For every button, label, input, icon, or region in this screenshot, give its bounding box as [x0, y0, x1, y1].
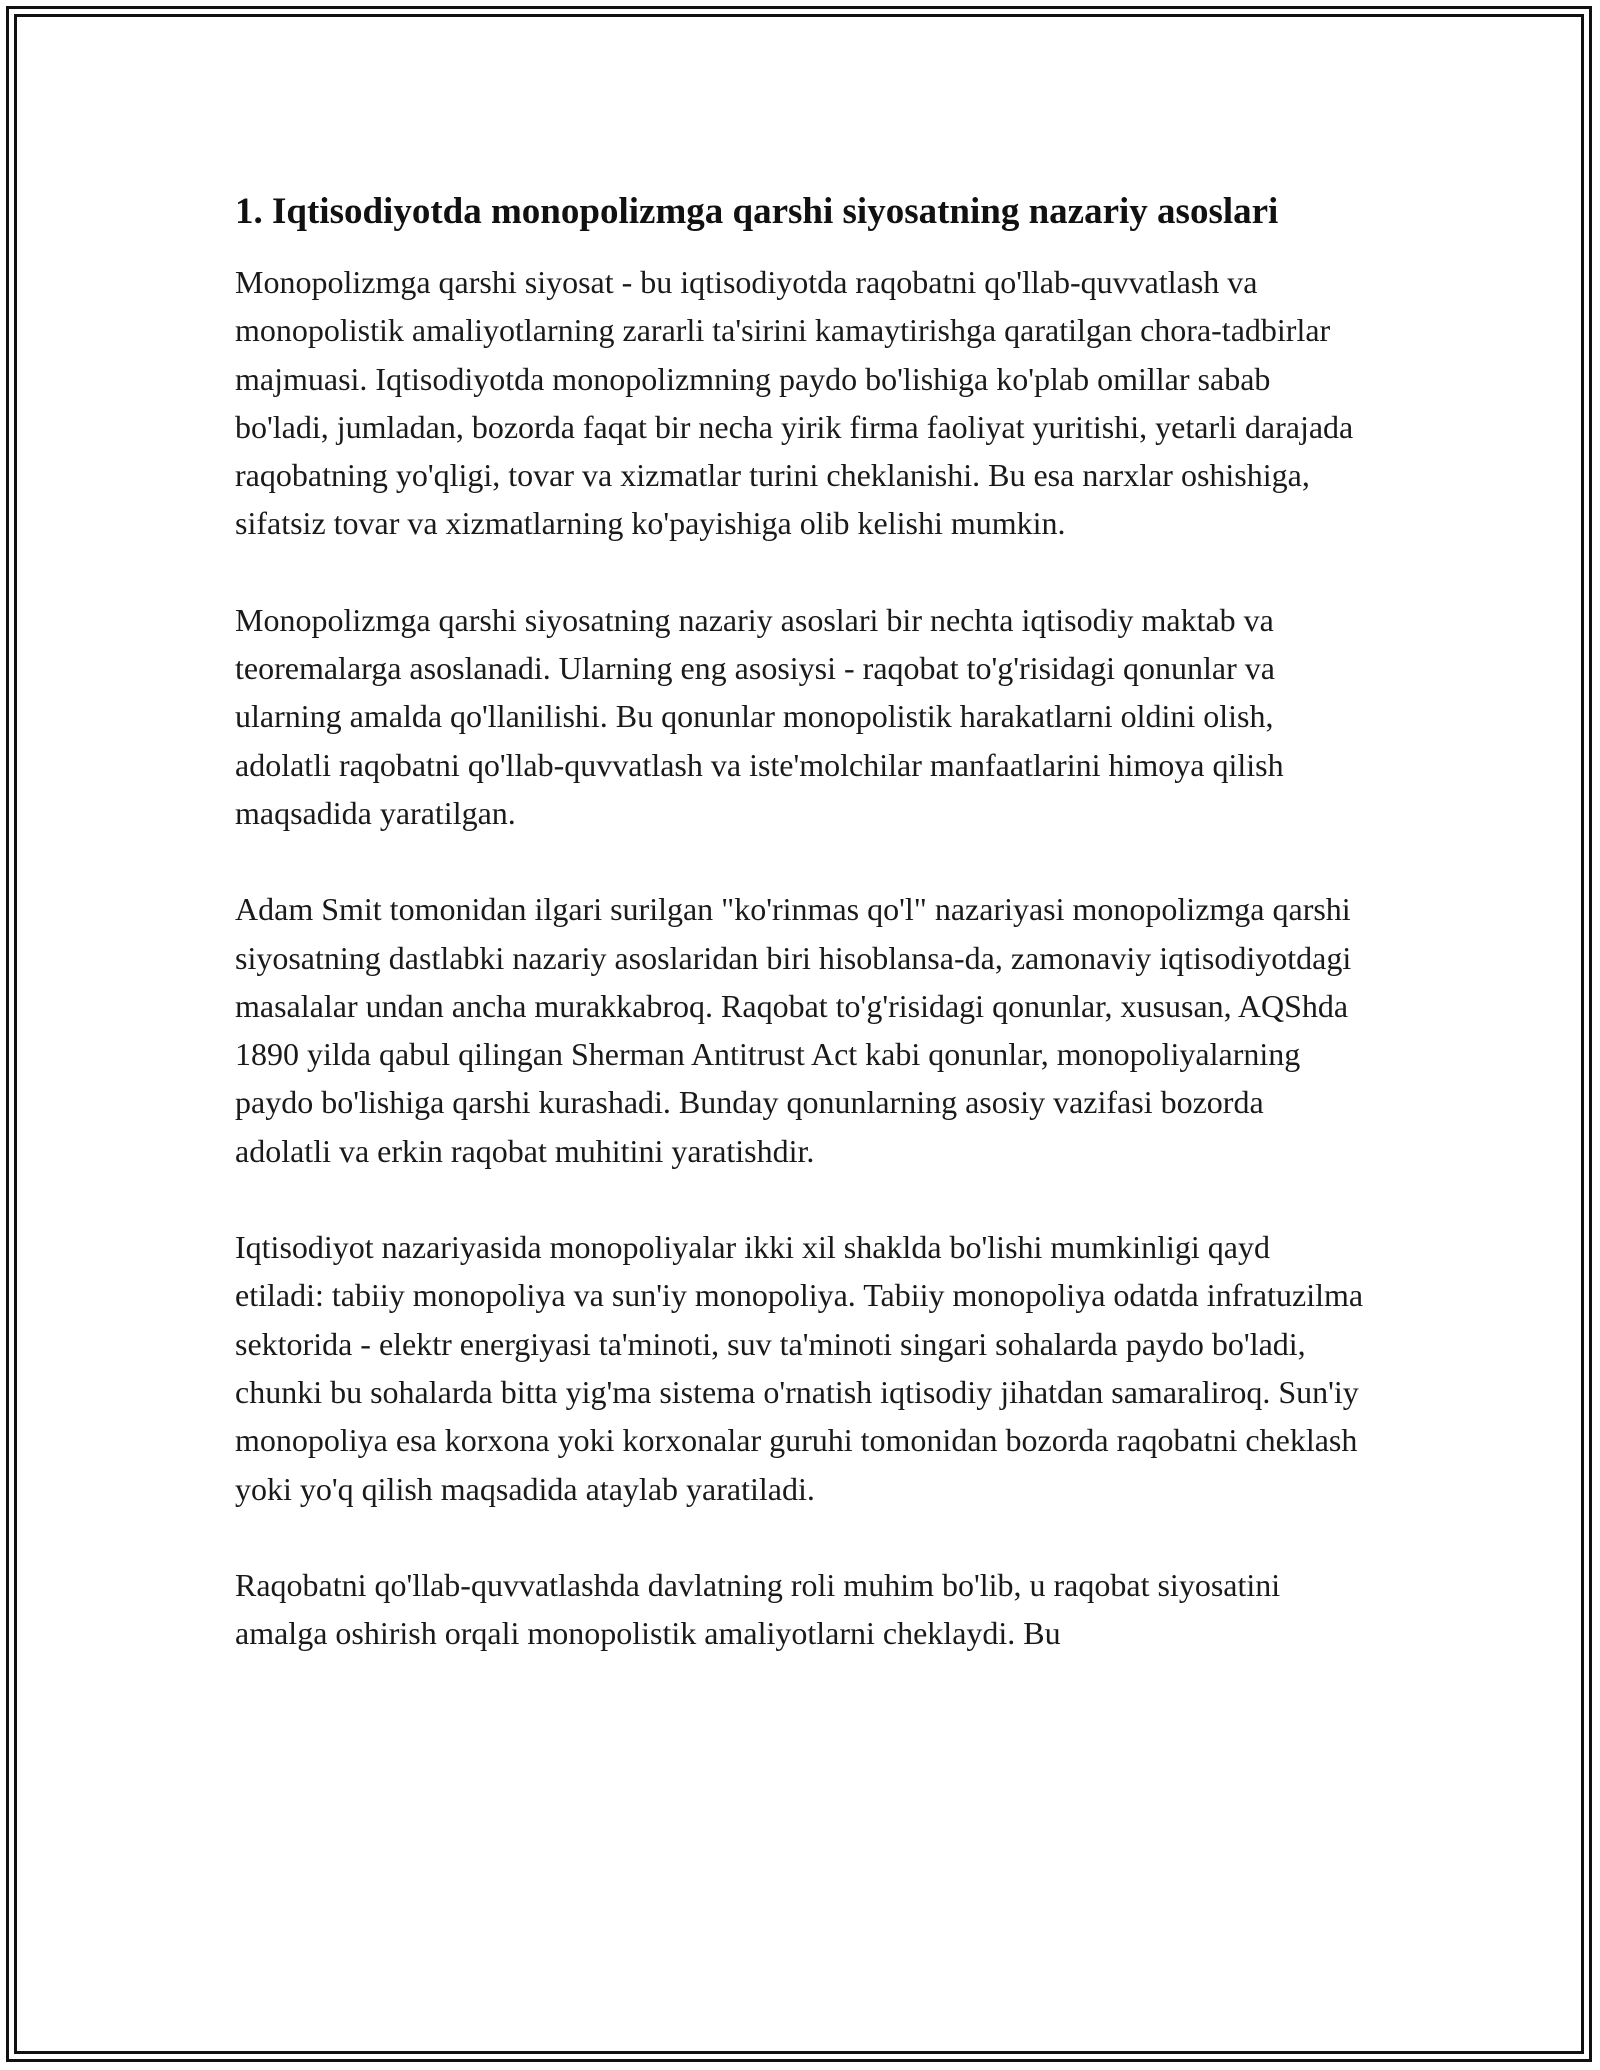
section-heading: 1. Iqtisodiyotda monopolizmga qarshi siyosatning nazariy asoslari	[235, 191, 1279, 232]
paragraph-1: Monopolizmga qarshi siyosat - bu iqtisodiyotda raqobatni qo'llab-quvvatlash va monopolistik amaliyotlarning zararli ta'sirini kamaytirishga qaratilgan chora-tadbirlar majmuasi. Iqtisodiyotda monopolizmning paydo bo'lishiga ko'plab omillar sabab bo'ladi, jumladan, bozorda faqat bir necha yirik firma faoliyat yuritishi, yetarli darajada raqobatning yo'qligi, tovar va xizmatlar turini cheklanishi. Bu esa narxlar oshishiga, sifatsiz tovar va xizmatlarning ko'payishiga olib kelishi mumkin.	[235, 264, 1354, 542]
paragraph-2: Monopolizmga qarshi siyosatning nazariy asoslari bir nechta iqtisodiy maktab va teoremalarga asoslanadi. Ularning eng asosiysi - raqobat to'g'risidagi qonunlar va ularning amalda qo'llanilishi. Bu qonunlar monopolistik harakatlarni oldini olish, adolatli raqobatni qo'llab-quvvatlash va iste'molchilar manfaatlarini himoya qilish maqsadida yaratilgan.	[235, 601, 1284, 831]
paragraph-3: Adam Smit tomonidan ilgari surilgan "ko'rinmas qo'l" nazariyasi monopolizmga qarshi siyosatning dastlabki nazariy asoslaridan biri hisoblansa-da, zamonaviy iqtisodiyotdagi masalalar undan ancha murakkabroq. Raqobat to'g'risidagi qonunlar, xususan, AQShda 1890 yilda qabul qilingan Sherman Antitrust Act kabi qonunlar, monopoliyalarning paydo bo'lishiga qarshi kurashadi. Bunday qonunlarning asosiy vazifasi bozorda adolatli va erkin raqobat muhitini yaratishdir.	[235, 891, 1352, 1169]
paragraph-5: Raqobatni qo'llab-quvvatlashda davlatning roli muhim bo'lib, u raqobat siyosatini amalga oshirish orqali monopolistik amaliyotlarni cheklaydi. Bu	[235, 1566, 1281, 1652]
document-body	[235, 186, 1365, 1705]
paragraph-4: Iqtisodiyot nazariyasida monopoliyalar ikki xil shaklda bo'lishi mumkinligi qayd etiladi: tabiiy monopoliya va sun'iy monopoliya. Tabiiy monopoliya odatda infratuzilma sektorida - elektr energiyasi ta'minoti, suv ta'minoti singari sohalarda paydo bo'ladi, chunki bu sohalarda bitta yig'ma sistema o'rnatish iqtisodiy jihatdan samaraliroq. Sun'iy monopoliya esa korxona yoki korxonalar guruhi tomonidan bozorda raqobatni cheklash yoki yo'q qilish maqsadida ataylab yaratiladi.	[235, 1229, 1364, 1507]
